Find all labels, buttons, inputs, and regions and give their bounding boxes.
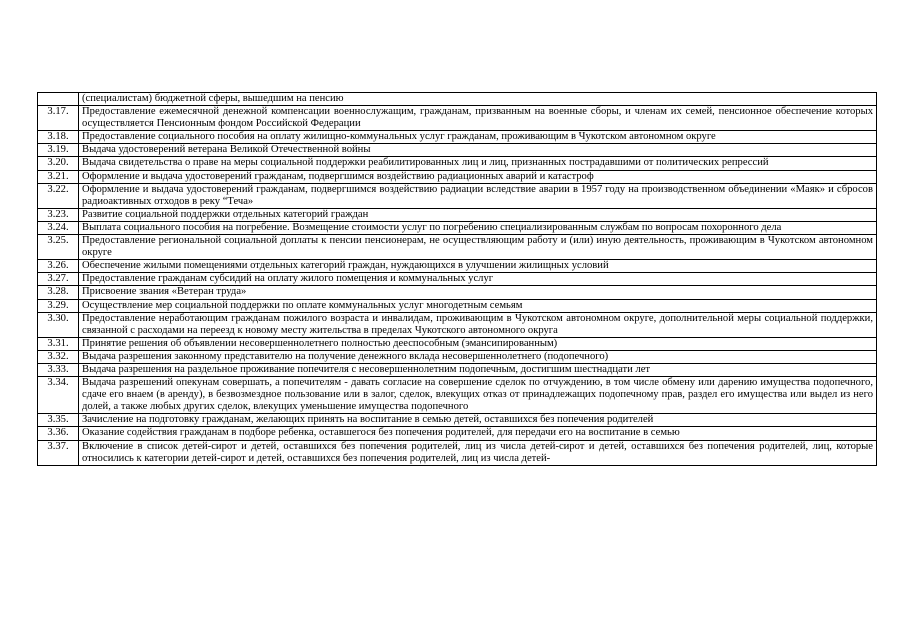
row-number: 3.33. <box>38 363 79 376</box>
row-number: 3.34. <box>38 377 79 414</box>
row-service-name: Выдача свидетельства о праве на меры социальной поддержки реабилитированных лиц и лиц, признанных пострадавшими от политических репрессий <box>79 157 877 170</box>
table-row <box>38 377 877 414</box>
row-service-name: Выдача разрешения на раздельное проживание попечителя с несовершеннолетним подопечным, достигшим шестнадцати лет <box>79 363 877 376</box>
row-number <box>38 93 79 106</box>
table-row <box>38 414 877 427</box>
table-row <box>38 337 877 350</box>
row-service-name: Оказание содействия гражданам в подборе ребенка, оставшегося без попечения родителей, для передачи его на воспитание в семью <box>79 427 877 440</box>
table-row <box>38 157 877 170</box>
table-row <box>38 440 877 465</box>
row-service-name: Обеспечение жилыми помещениями отдельных категорий граждан, нуждающихся в улучшении жилищных условий <box>79 260 877 273</box>
row-number: 3.19. <box>38 144 79 157</box>
row-service-name: Оформление и выдача удостоверений гражданам, подвергшимся воздействию радиации вследствие аварии в 1957 году на производственном объединении «Маяк» и сбросов радиоактивных отходов в реку “Теча» <box>79 183 877 208</box>
row-number: 3.28. <box>38 286 79 299</box>
row-service-name: Включение в список детей-сирот и детей, оставшихся без попечения родителей, лиц из числа детей-сирот и детей, оставшихся без попечения родителей, лиц, которые относились к категории детей-сирот и детей, оставшихся без попечения родителей, лиц из числа детей- <box>79 440 877 465</box>
row-number: 3.32. <box>38 350 79 363</box>
table-row <box>38 131 877 144</box>
table-row <box>38 312 877 337</box>
row-service-name: Зачисление на подготовку гражданам, желающих принять на воспитание в семью детей, оставшихся без попечения родителей <box>79 414 877 427</box>
row-service-name: Предоставление региональной социальной доплаты к пенсии пенсионерам, не осуществляющим работу и (или) иную деятельность, проживающим в Чукотском автономном округе <box>79 235 877 260</box>
table-row <box>38 350 877 363</box>
table-row <box>38 93 877 106</box>
row-number: 3.26. <box>38 260 79 273</box>
row-service-name: (специалистам) бюджетной сферы, вышедшим на пенсию <box>79 93 877 106</box>
row-number: 3.20. <box>38 157 79 170</box>
table-row <box>38 221 877 234</box>
row-service-name: Принятие решения об объявлении несовершеннолетнего полностью дееспособным (эмансипированным) <box>79 337 877 350</box>
row-number: 3.24. <box>38 221 79 234</box>
table-row <box>38 144 877 157</box>
row-service-name: Осуществление мер социальной поддержки по оплате коммунальных услуг многодетным семьям <box>79 299 877 312</box>
row-number: 3.27. <box>38 273 79 286</box>
table-row <box>38 235 877 260</box>
row-service-name: Выплата социального пособия на погребение. Возмещение стоимости услуг по погребению специализированным службам по вопросам похоронного дела <box>79 221 877 234</box>
row-number: 3.35. <box>38 414 79 427</box>
row-service-name: Выдача разрешений опекунам совершать, а попечителям - давать согласие на совершение сделок по отчуждению, в том числе обмену или дарению имущества подопечного, сдаче его внаем (в аренду), в безвозмездное пользование или в залог, сделок, влекущих отказ от принадлежащих подопечному прав, раздел его имущества или выдел из него долей, а также любых других сделок, влекущих уменьшение имущества подопечного <box>79 377 877 414</box>
row-service-name: Предоставление гражданам субсидий на оплату жилого помещения и коммунальных услуг <box>79 273 877 286</box>
row-number: 3.17. <box>38 106 79 131</box>
row-service-name: Предоставление социального пособия на оплату жилищно-коммунальных услуг гражданам, проживающим в Чукотском автономном округе <box>79 131 877 144</box>
table-row <box>38 183 877 208</box>
row-number: 3.29. <box>38 299 79 312</box>
row-service-name: Предоставление неработающим гражданам пожилого возраста и инвалидам, проживающим в Чукотском автономном округе, дополнительной меры социальной поддержки, связанной с расходами на переезд к новому месту жительства в пределах Чукотского автономного округа <box>79 312 877 337</box>
services-table-body <box>38 93 877 466</box>
table-row <box>38 286 877 299</box>
services-table <box>37 92 877 466</box>
row-number: 3.36. <box>38 427 79 440</box>
row-number: 3.23. <box>38 208 79 221</box>
row-number: 3.30. <box>38 312 79 337</box>
row-number: 3.31. <box>38 337 79 350</box>
row-service-name: Оформление и выдача удостоверений гражданам, подвергшимся воздействию радиационных аварий и катастроф <box>79 170 877 183</box>
row-number: 3.22. <box>38 183 79 208</box>
row-number: 3.18. <box>38 131 79 144</box>
row-number: 3.25. <box>38 235 79 260</box>
table-row <box>38 208 877 221</box>
table-row <box>38 170 877 183</box>
row-number: 3.21. <box>38 170 79 183</box>
table-row <box>38 299 877 312</box>
table-row <box>38 260 877 273</box>
row-number: 3.37. <box>38 440 79 465</box>
table-row <box>38 427 877 440</box>
table-row <box>38 363 877 376</box>
row-service-name: Выдача разрешения законному представителю на получение денежного вклада несовершеннолетнего (подопечного) <box>79 350 877 363</box>
row-service-name: Развитие социальной поддержки отдельных категорий граждан <box>79 208 877 221</box>
table-row <box>38 106 877 131</box>
row-service-name: Выдача удостоверений ветерана Великой Отечественной войны <box>79 144 877 157</box>
table-row <box>38 273 877 286</box>
row-service-name: Присвоение звания «Ветеран труда» <box>79 286 877 299</box>
row-service-name: Предоставление ежемесячной денежной компенсации военнослужащим, гражданам, призванным на военные сборы, и членам их семей, пенсионное обеспечение которых осуществляется Пенсионным фондом Российской Федерации <box>79 106 877 131</box>
